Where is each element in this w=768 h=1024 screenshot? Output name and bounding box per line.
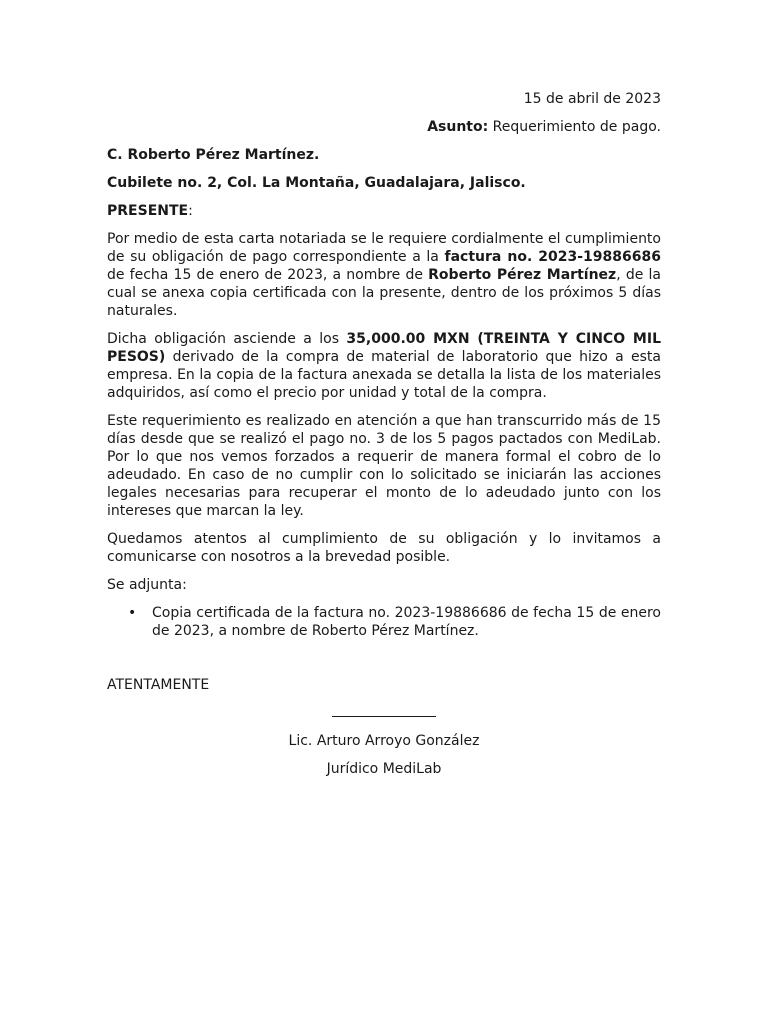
signature-line xyxy=(107,704,661,722)
signature-rule xyxy=(332,704,436,717)
paragraph-4: Quedamos atentos al cumplimiento de su obligación y lo invitamos a comunicarse con nosotros a la brevedad posible. xyxy=(107,531,661,565)
paragraph-2-part-1: Dicha obligación asciende a los xyxy=(107,331,347,347)
paragraph-2-part-2: derivado de la compra de material de laboratorio que hizo a esta empresa. En la copia de la factura anexada se detalla la lista de los materiales adquiridos, así como el precio por unidad y total de la compra. xyxy=(107,349,661,401)
letter-date: 15 de abril de 2023 xyxy=(523,91,661,107)
subject-line xyxy=(107,118,661,136)
paragraph-1 xyxy=(107,230,661,320)
paragraph-3: Este requerimiento es realizado en atención a que han transcurrido más de 15 días desde que se realizó el pago no. 3 de los 5 pagos pactados con MediLab. Por lo que nos vemos forzados a requerir de manera formal el cobro de lo adeudado. En caso de no cumplir con lo solicitado se iniciarán las acciones legales necesarias para recuperar el monto de lo adeudado junto con los intereses que marcan la ley. xyxy=(107,413,661,519)
amount-owed: 35,000.00 MXN (TREINTA Y CINCO MIL PESOS) xyxy=(107,331,661,365)
paragraph-1-part-3: , de la cual se anexa copia certificada con la presente, dentro de los próximos 5 días naturales. xyxy=(107,267,661,319)
letter-page xyxy=(107,90,661,778)
paragraph-1-part-1: Por medio de esta carta notariada se le requiere cordialmente el cumplimiento de su obligación de pago correspondiente a la xyxy=(107,231,661,265)
invoice-number: factura no. 2023-19886686 xyxy=(444,249,661,265)
attachments-label: Se adjunta: xyxy=(107,577,187,593)
paragraph-1-part-2: de fecha 15 de enero de 2023, a nombre de xyxy=(107,267,429,283)
subject-label: Asunto: xyxy=(427,119,489,135)
presente-colon: : xyxy=(188,203,193,219)
presente-line xyxy=(107,202,661,220)
signer-role: Jurídico MediLab xyxy=(326,761,442,777)
presente-label: PRESENTE xyxy=(107,203,189,219)
closing: ATENTAMENTE xyxy=(107,677,210,693)
attachment-text: Copia certificada de la factura no. 2023-19886686 de fecha 15 de enero de 2023, a nombre de Roberto Pérez Martínez. xyxy=(152,605,661,639)
signer-name: Lic. Arturo Arroyo González xyxy=(288,733,480,749)
debtor-name: Roberto Pérez Martínez xyxy=(428,267,617,283)
bullet-icon: • xyxy=(128,605,137,621)
subject-text: Requerimiento de pago. xyxy=(488,119,661,135)
attachments-list xyxy=(107,604,661,640)
recipient-address: Cubilete no. 2, Col. La Montaña, Guadalajara, Jalisco. xyxy=(107,175,526,191)
list-item xyxy=(128,604,661,640)
recipient-name: C. Roberto Pérez Martínez. xyxy=(107,147,320,163)
paragraph-2 xyxy=(107,330,661,402)
